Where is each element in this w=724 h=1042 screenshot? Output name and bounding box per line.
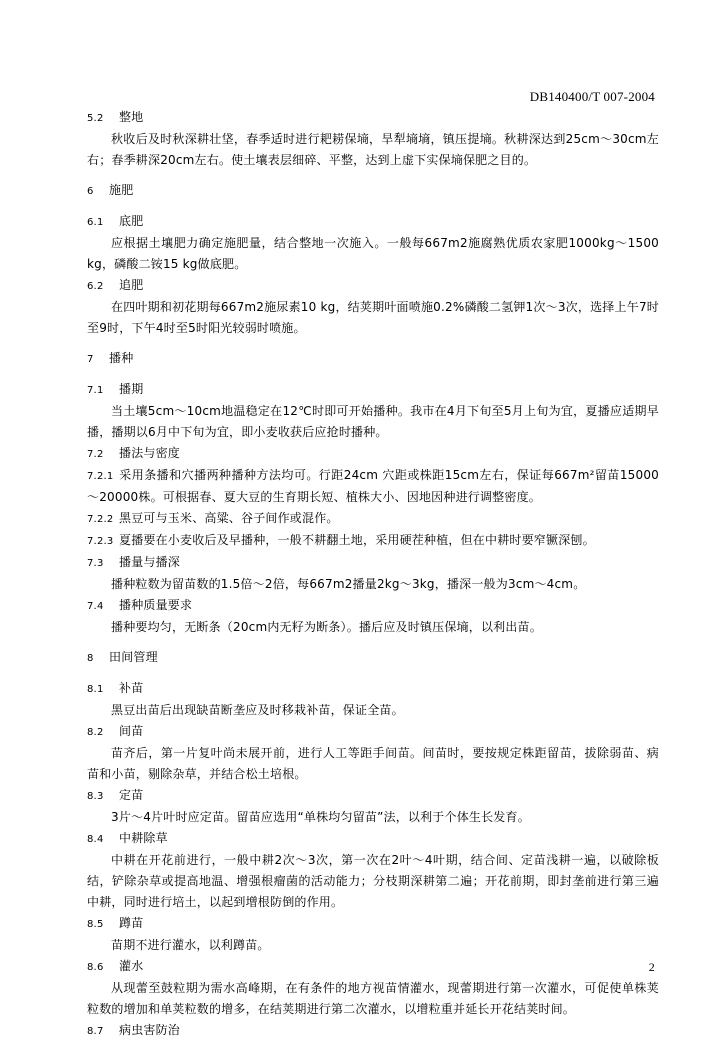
- section-title: 播法与密度: [119, 446, 181, 460]
- section-heading-7-3: [87, 552, 659, 574]
- section-heading-8-2: [87, 721, 659, 743]
- section-number: 7.4: [87, 601, 104, 612]
- paragraph-7-2-1: [87, 465, 659, 508]
- paragraph-7-2-3: [87, 530, 659, 552]
- clause-number: 7.2.3: [87, 536, 114, 547]
- page-number: 2: [648, 960, 655, 974]
- section-title: 施肥: [109, 183, 134, 197]
- section-number: 5.2: [87, 113, 104, 124]
- paragraph-8-2: 苗齐后，第一片复叶尚未展开前，进行人工等距手间苗。间苗时，要按规定株距留苗，拔除弱苗、病苗和小苗，剔除杂草，并结合松土培根。: [87, 746, 659, 781]
- paragraph-6-1: 应根据土壤肥力确定施肥量，结合整地一次施入。一般每667m2施腐熟优质农家肥1000kg～1500 kg，磷酸二铵15 kg做底肥。: [87, 236, 659, 271]
- paragraph-7-3: 播种粒数为留苗数的1.5倍～2倍，每667m2播量2kg～3kg，播深一般为3cm～4cm。: [111, 577, 586, 591]
- section-number: 6: [87, 186, 94, 197]
- paragraph-6-2: 在四叶期和初花期每667m2施尿素10 kg，结荚期叶面喷施0.2%磷酸二氢钾1次～3次，选择上午7时至9时，下午4时至5时阳光较弱时喷施。: [87, 300, 659, 335]
- section-number: 8.4: [87, 834, 104, 845]
- paragraph-8-5: 苗期不进行灌水，以利蹲苗。: [111, 938, 270, 952]
- section-heading-5-2: [87, 107, 659, 129]
- section-title: 灌水: [119, 959, 144, 973]
- clause-text: 采用条播和穴播两种播种方法均可。行距24cm 穴距或株距15cm左右，保证每667m²留苗15000～20000株。可根据春、夏大豆的生育期长短、植株大小、因地因种进行调整密度。: [87, 468, 659, 504]
- section-number: 7.1: [87, 385, 104, 396]
- section-number: 8: [87, 653, 94, 664]
- section-number: 8.6: [87, 962, 104, 973]
- section-title: 田间管理: [109, 650, 158, 664]
- paragraph-5-2: 秋收后及时秋深耕壮垡，春季适时进行耙耢保墒，旱犁墒墒，镇压提墒。秋耕深达到25cm～30cm左右；春季耕深20cm左右。使土壤表层细碎、平整，达到上虚下实保墒保肥之目的。: [87, 132, 659, 167]
- section-number: 6.2: [87, 281, 104, 292]
- section-heading-7-4: [87, 595, 659, 617]
- section-number: 8.2: [87, 727, 104, 738]
- section-heading-8-5: [87, 913, 659, 935]
- section-heading-8-4: [87, 828, 659, 850]
- section-title: 整地: [119, 110, 144, 124]
- clause-text: 黑豆可与玉米、高粱、谷子间作或混作。: [119, 511, 339, 525]
- section-heading-8-1: [87, 678, 659, 700]
- document-code: DB140400/T 007-2004: [529, 89, 655, 104]
- paragraph-8-6: 从现蕾至鼓粒期为需水高峰期，在有条件的地方视苗情灌水，现蕾期进行第一次灌水，可促使单株荚粒数的增加和单荚粒数的增多，在结荚期进行第二次灌水，以增粒重并延长开花结荚时间。: [87, 981, 659, 1016]
- section-number: 8.1: [87, 684, 104, 695]
- section-title: 定苗: [119, 788, 144, 802]
- section-title: 间苗: [119, 724, 144, 738]
- section-heading-7-1: [87, 379, 659, 401]
- section-title: 播种质量要求: [119, 598, 193, 612]
- paragraph-8-3: 3片～4片叶时应定苗。留苗应选用“单株均匀留苗”法，以利于个体生长发育。: [111, 810, 530, 824]
- section-title: 播种: [109, 351, 134, 365]
- section-heading-8-6: [87, 956, 659, 978]
- section-number: 7: [87, 354, 94, 365]
- section-title: 中耕除草: [119, 831, 168, 845]
- document-body: [87, 107, 659, 1042]
- section-number: 7.3: [87, 558, 104, 569]
- section-number: 8.3: [87, 791, 104, 802]
- section-title: 病虫害防治: [119, 1023, 181, 1037]
- section-heading-7-2: [87, 443, 659, 465]
- section-title: 播量与播深: [119, 555, 181, 569]
- section-number: 7.2: [87, 449, 104, 460]
- paragraph-8-1: 黑豆出苗后出现缺苗断垄应及时移栽补苗，保证全苗。: [111, 703, 404, 717]
- section-heading-8: [87, 647, 659, 669]
- section-heading-6-1: [87, 211, 659, 233]
- section-title: 播期: [119, 382, 144, 396]
- section-heading-8-3: [87, 785, 659, 807]
- section-title: 追肥: [119, 278, 144, 292]
- section-number: 8.7: [87, 1026, 104, 1037]
- paragraph-8-4: 中耕在开花前进行，一般中耕2次～3次，第一次在2叶～4叶期，结合间、定苗浅耕一遍，以破除板结，铲除杂草或提高地温、增强根瘤菌的活动能力；分枝期深耕第二遍；开花前期，即封垄前进行第三遍中耕，同时进行培土，以起到增根防倒的作用。: [87, 853, 659, 909]
- section-heading-6: [87, 180, 659, 202]
- section-heading-7: [87, 348, 659, 370]
- paragraph-7-2-2: [87, 508, 659, 530]
- paragraph-7-4: 播种要均匀，无断条（20cm内无籽为断条）。播后应及时镇压保墒，以利出苗。: [111, 620, 542, 634]
- clause-number: 7.2.1: [87, 471, 114, 482]
- paragraph-7-1: 当土壤5cm～10cm地温稳定在12℃时即可开始播种。我市在4月下旬至5月上旬为宜，夏播应适期早播，播期以6月中下旬为宜，即小麦收获后应抢时播种。: [87, 404, 659, 439]
- section-title: 补苗: [119, 681, 144, 695]
- section-number: 6.1: [87, 217, 104, 228]
- section-heading-8-7: [87, 1020, 659, 1042]
- clause-text: 夏播要在小麦收后及早播种，一般不耕翻土地，采用硬茬种植，但在中耕时要窄镢深刨。: [119, 533, 595, 547]
- clause-number: 7.2.2: [87, 514, 114, 525]
- section-title: 底肥: [119, 214, 144, 228]
- section-heading-6-2: [87, 275, 659, 297]
- section-title: 蹲苗: [119, 916, 144, 930]
- section-number: 8.5: [87, 919, 104, 930]
